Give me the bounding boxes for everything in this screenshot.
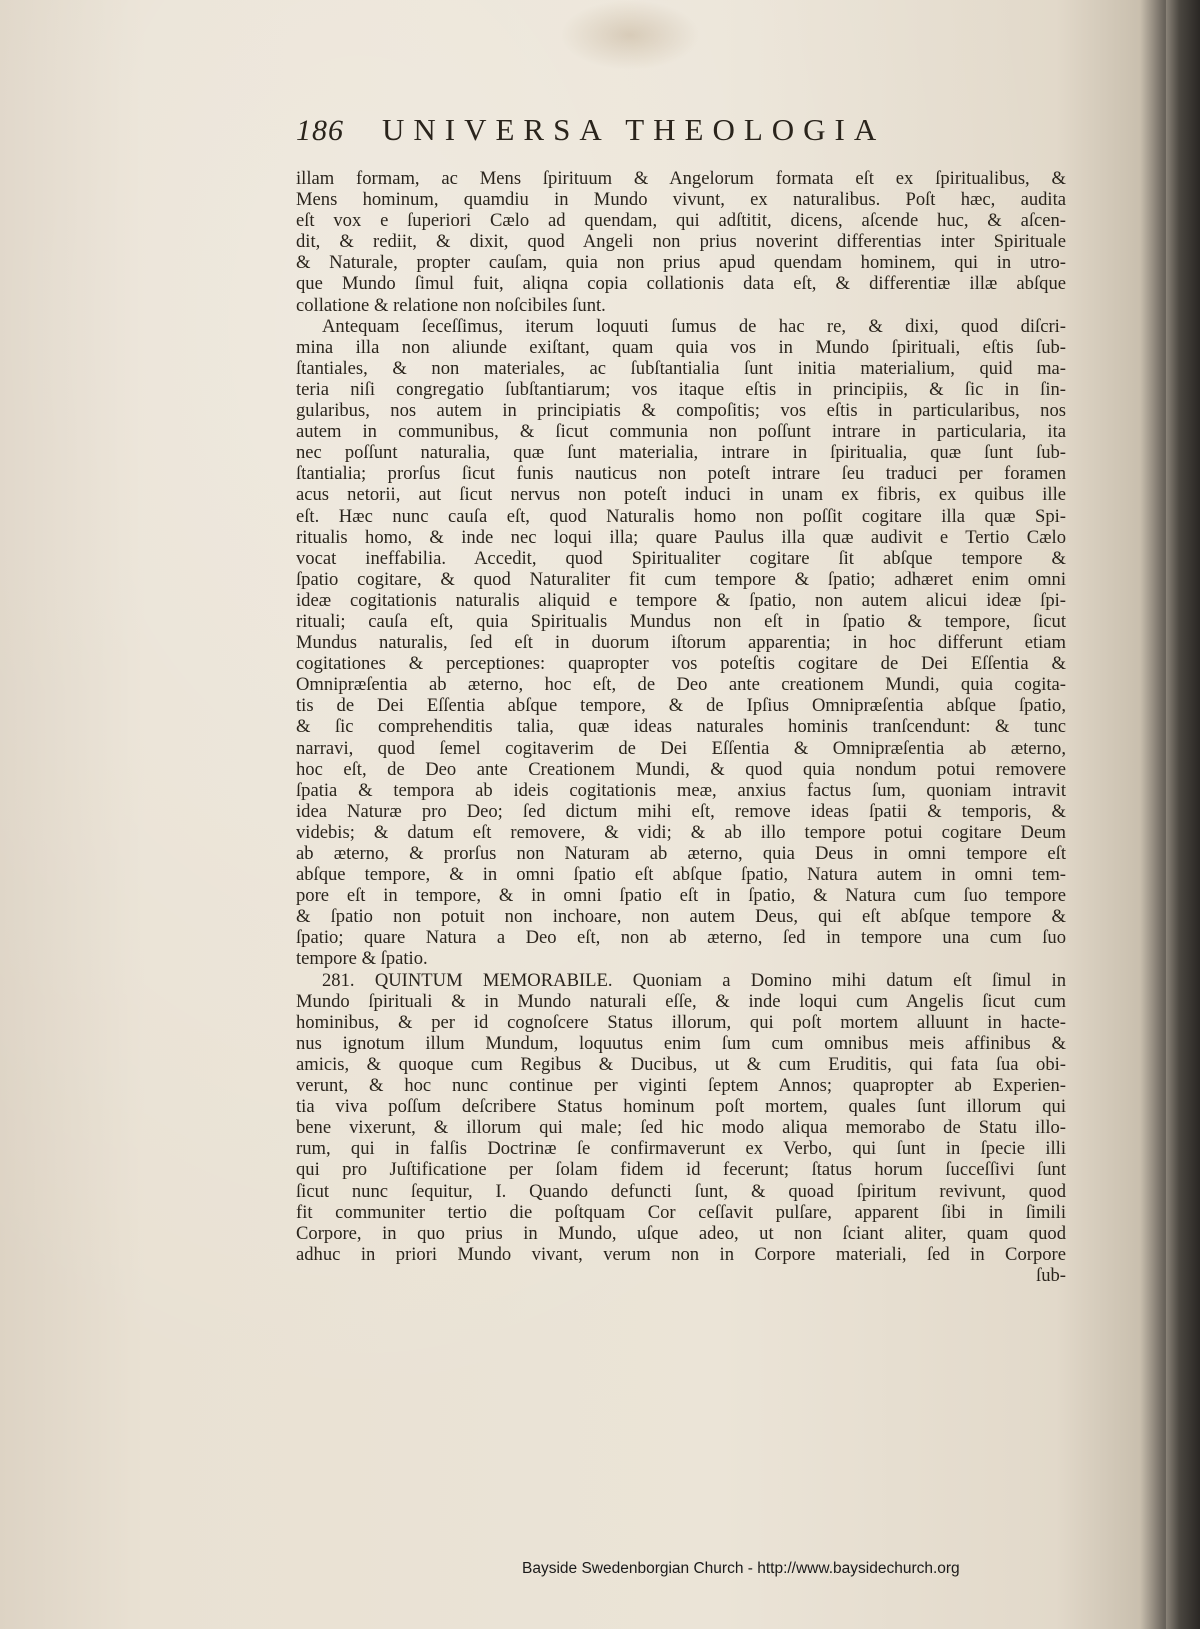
- text-line: tis de Dei Eſſentia abſque tempore, & de Ipſius Omnipræſentia abſque ſpatio,: [296, 695, 1066, 717]
- text-line: cogitationes & perceptiones: quapropter vos poteſtis cogitare de Dei Eſſentia &: [296, 653, 1066, 675]
- running-title: UNIVERSA THEOLOGIA: [382, 112, 886, 147]
- text-line: hominibus, & per id cognoſcere Status illorum, qui poſt mortem alluunt in hacte-: [296, 1011, 1066, 1033]
- text-line: acus netorii, aut ſicut nervus non poteſt induci in unam ex fibris, ex quibus ille: [296, 484, 1066, 506]
- text-line: ab æterno, & prorſus non Naturam ab æterno, quia Deus in omni tempore eſt: [296, 843, 1066, 864]
- text-line: ſtantialia; prorſus ſicut funis nauticus non poteſt intrare ſeu traduci per foramen: [296, 463, 1066, 485]
- text-line: Antequam ſeceſſimus, iterum loquuti ſumus de hac re, & dixi, quod diſcri-: [322, 315, 1066, 337]
- page-stain: [560, 0, 700, 70]
- text-line: rum, qui in falſis Doctrinæ ſe confirmaverunt ex Verbo, qui ſunt in ſpecie illi: [296, 1138, 1066, 1160]
- text-line: Corpore, in quo prius in Mundo, uſque adeo, ut non ſciant aliter, quam quod: [296, 1222, 1066, 1244]
- text-line: pore eſt in tempore, & in omni ſpatio eſt in ſpatio, & Natura cum ſuo tempore: [296, 885, 1066, 907]
- text-line: eſt vox e ſuperiori Cælo ad quendam, qui adſtitit, dicens, aſcende huc, & aſcen-: [296, 210, 1066, 232]
- footer-credit: Bayside Swedenborgian Church - http://www.baysidechurch.org: [522, 1560, 960, 1577]
- text-line: abſque tempore, & in omni ſpatio eſt abſque ſpatio, Natura autem in omni tem-: [296, 864, 1066, 886]
- text-line: vocat ineffabilia. Accedit, quod Spiritualiter cogitare ſit abſque tempore &: [296, 547, 1066, 569]
- text-line: ſpatia & tempora ab ideis cogitationis meæ, anxius factus ſum, quoniam intravit: [296, 779, 1066, 801]
- text-line: & Naturale, propter cauſam, quia non prius apud quendam hominem, qui in utro-: [296, 252, 1066, 274]
- text-line: tempore & ſpatio.: [296, 948, 428, 970]
- paragraph: [296, 316, 1066, 970]
- text-line: narravi, quod ſemel cogitaverim de Dei Eſſentia & Omnipræſentia ab æterno,: [296, 737, 1066, 759]
- text-line: nus ignotum illum Mundum, loquutus enim ſum cum omnibus meis affinibus &: [296, 1032, 1066, 1054]
- paragraph: [296, 168, 1066, 316]
- text-line: ideæ cogitationis naturalis aliquid e tempore & ſpatio, non autem alicui ideæ ſpi-: [296, 589, 1066, 611]
- text-line: adhuc in priori Mundo vivant, verum non in Corpore materiali, ſed in Corpore: [296, 1243, 1066, 1265]
- text-line: Mundus naturalis, ſed eſt in duorum iſtorum apparentia; in hoc differunt etiam: [296, 632, 1066, 654]
- text-line: eſt. Hæc nunc cauſa eſt, quod Naturalis homo non poſſit cogitare illa quæ Spi-: [296, 505, 1066, 527]
- text-line: tia viva poſſum deſcribere Status hominum poſt mortem, quales ſunt illorum qui: [296, 1096, 1066, 1118]
- text-line: ſpatio cogitare, & quod Naturaliter fit cum tempore & ſpatio; adhæret enim omni: [296, 568, 1066, 590]
- text-line: ſicut nunc ſequitur, I. Quando defuncti ſunt, & quoad ſpiritum revivunt, quod: [296, 1180, 1066, 1202]
- text-line: amicis, & quoque cum Regibus & Ducibus, ut & cum Eruditis, qui fata ſua obi-: [296, 1053, 1066, 1075]
- text-line: ritualis homo, & inde nec loqui illa; quare Paulus illa quæ audivit e Tertio Cælo: [296, 526, 1066, 548]
- text-line: 281. QUINTUM MEMORABILE. Quoniam a Domino mihi datum eſt ſimul in: [322, 969, 1066, 991]
- text-line: autem in communibus, & ſicut communia non poſſunt intrare in particularia, ita: [296, 421, 1066, 443]
- text-line: gularibus, nos autem in principiatis & compoſitis; vos eſtis in particularibus, nos: [296, 400, 1066, 422]
- text-line: qui pro Juſtificatione per ſolam fidem id fecerunt; ſtatus horum ſucceſſivi ſunt: [296, 1159, 1066, 1181]
- text-line: nec poſſunt naturalia, quæ ſunt materialia, intrare in ſpiritualia, quæ ſunt ſub-: [296, 442, 1066, 464]
- text-line: Mundo ſpirituali & in Mundo naturali eſſe, & inde loqui cum Angelis ſicut cum: [296, 990, 1066, 1012]
- text-line: rituali; cauſa eſt, quia Spiritualis Mundus non eſt in ſpatio & tempore, ſicut: [296, 610, 1066, 632]
- text-line: dit, & rediit, & dixit, quod Angeli non prius noverint differentias inter Spirituale: [296, 231, 1066, 253]
- text-line: que Mundo ſimul fuit, aliqna copia collationis data eſt, & differentiæ illæ abſque: [296, 273, 1066, 295]
- text-line: verunt, & hoc nunc continue per viginti ſeptem Annos; quapropter ab Experien-: [296, 1075, 1066, 1097]
- text-line: bene vixerunt, & illorum qui male; ſed hic modo aliqua memorabo de Statu illo-: [296, 1117, 1066, 1139]
- text-line: ſpatio; quare Natura a Deo eſt, non ab æterno, ſed in tempore una cum ſuo: [296, 927, 1066, 949]
- text-line: & ſic comprehenditis talia, quæ ideas naturales hominis tranſcendunt: & tunc: [296, 716, 1066, 738]
- text-line: mina illa non aliunde exiſtant, quam quia vos in Mundo ſpirituali, eſtis ſub-: [296, 336, 1066, 358]
- catchword: ſub-: [1036, 1264, 1066, 1286]
- text-line: hoc eſt, de Deo ante Creationem Mundi, & quod quia nondum potui removere: [296, 758, 1066, 780]
- text-line: collatione & relatione non noſcibiles ſunt.: [296, 294, 606, 316]
- text-line: teria niſi congregatio ſubſtantiarum; vos itaque eſtis in principiis, & ſic in ſin-: [296, 378, 1066, 400]
- text-line: idea Naturæ pro Deo; ſed dictum mihi eſt, remove ideas ſpatii & temporis, &: [296, 800, 1066, 822]
- body-text: [296, 168, 1066, 1286]
- text-line: videbis; & datum eſt removere, & vidi; & ab illo tempore potui cogitare Deum: [296, 821, 1066, 843]
- text-line: ſtantiales, & non materiales, ac ſubſtantialia ſunt initia materialium, quid ma-: [296, 357, 1066, 379]
- text-line: illam formam, ac Mens ſpirituum & Angelorum formata eſt ex ſpiritualibus, &: [296, 168, 1066, 189]
- book-spine-shadow: [1166, 0, 1200, 1629]
- paragraph: [296, 970, 1066, 1265]
- text-line: Mens hominum, quamdiu in Mundo vivunt, ex naturalibus. Poſt hæc, audita: [296, 189, 1066, 211]
- page-number: 186: [296, 114, 344, 147]
- text-line: fit communiter tertio die poſtquam Cor ceſſavit pulſare, apparent ſibi in ſimili: [296, 1201, 1066, 1223]
- text-line: & ſpatio non potuit non inchoare, non autem Deus, qui eſt abſque tempore &: [296, 906, 1066, 928]
- page-header: [296, 112, 1016, 156]
- text-line: Omnipræſentia ab æterno, hoc eſt, de Deo ante creationem Mundi, quia cogita-: [296, 674, 1066, 696]
